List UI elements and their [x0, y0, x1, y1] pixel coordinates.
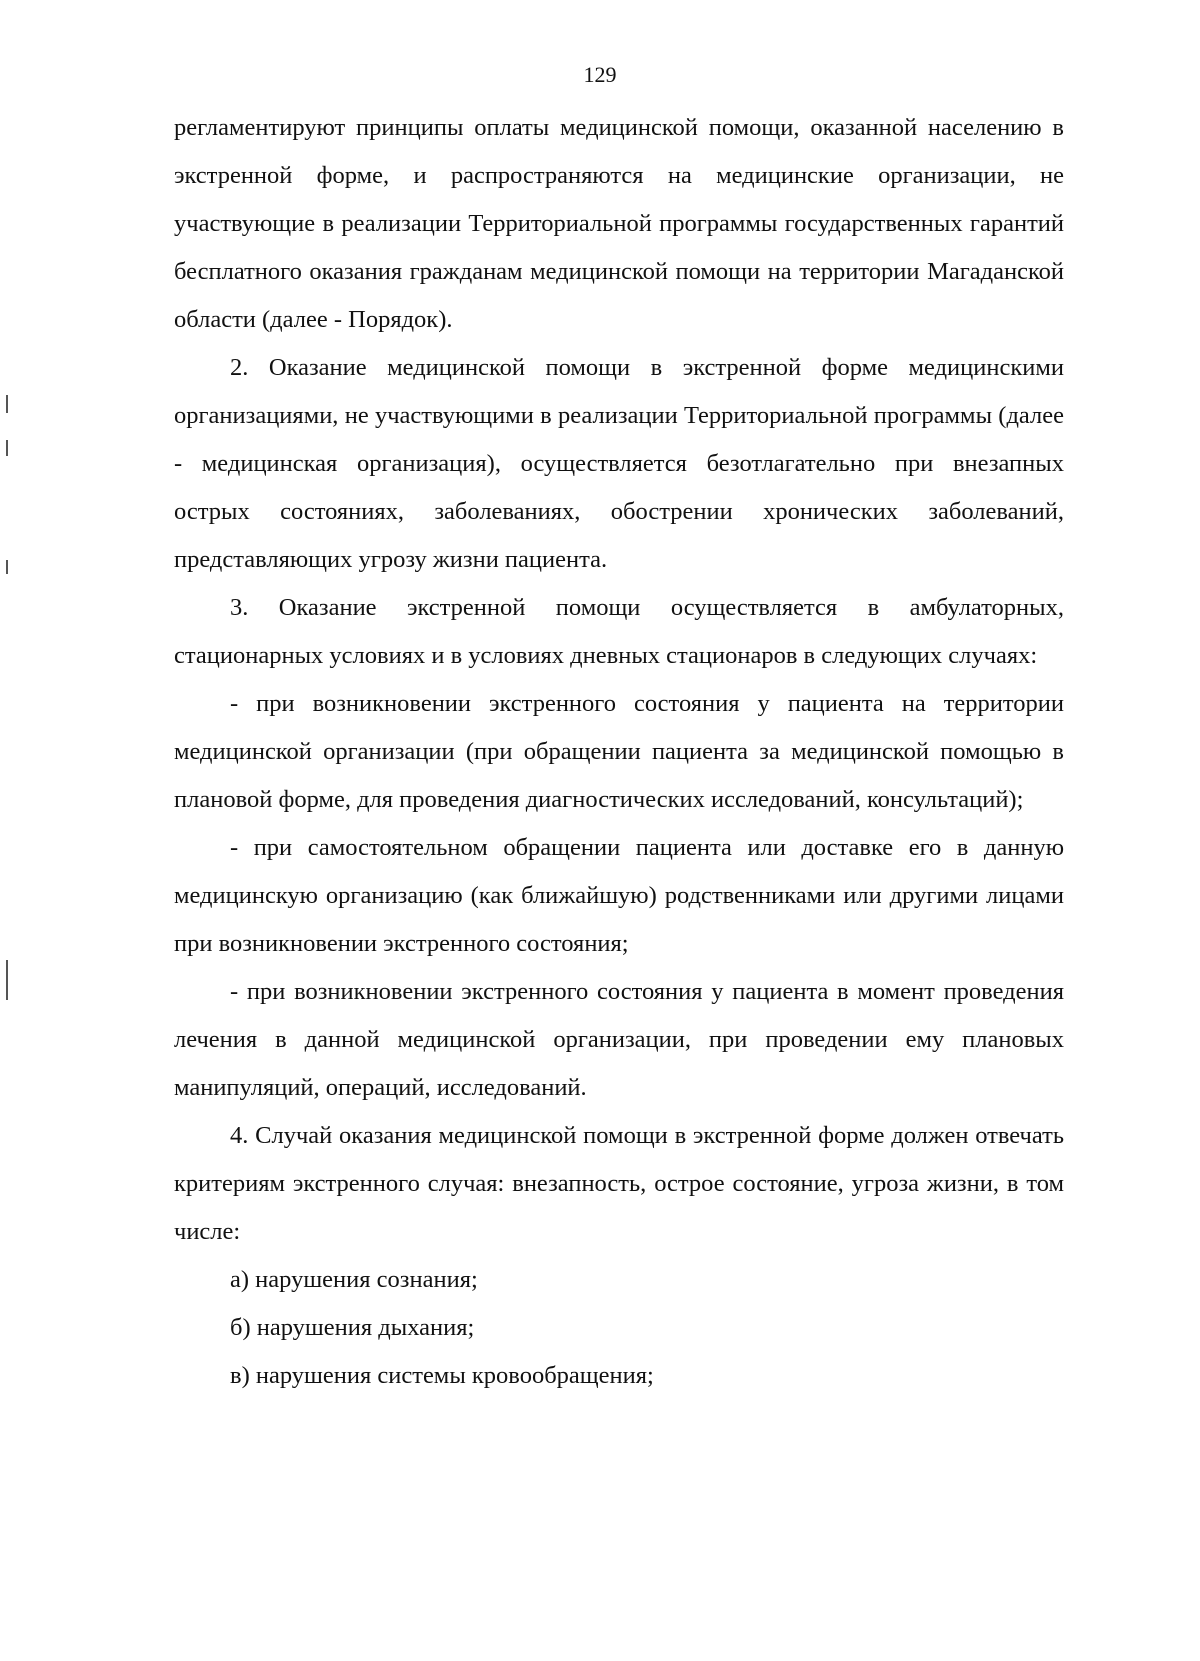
paragraph-item-3: 3. Оказание экстренной помощи осуществляется в амбулаторных, стационарных условиях и в условиях дневных стационаров в следующих случаях: [174, 594, 1064, 669]
scan-margin-mark [6, 440, 8, 456]
criteria-item-a: а) нарушения сознания; [230, 1266, 478, 1293]
scan-margin-mark [6, 560, 8, 574]
list-item-case-2: - при самостоятельном обращении пациента или доставке его в данную медицинскую организацию (как ближайшую) родственниками или другими лицами при возникновении экстренного состояния; [174, 834, 1064, 957]
criteria-item-b: б) нарушения дыхания; [230, 1314, 475, 1341]
paragraph-continuation: регламентируют принципы оплаты медицинской помощи, оказанной населению в экстренной форме, и распространяются на медицинские организации, не участвующие в реализации Территориальной программы государственных гарантий бесплатного оказания гражданам медицинской помощи на территории Магаданской области (далее - Порядок). [174, 114, 1064, 333]
scan-margin-mark [6, 960, 8, 1000]
document-body [174, 104, 1064, 1400]
page-number: 129 [583, 62, 617, 87]
list-item-case-3: - при возникновении экстренного состояния у пациента в момент проведения лечения в данной медицинской организации, при проведении ему плановых манипуляций, операций, исследований. [174, 978, 1064, 1101]
criteria-item-c: в) нарушения системы кровообращения; [230, 1362, 654, 1389]
paragraph-item-2: 2. Оказание медицинской помощи в экстренной форме медицинскими организациями, не участвующими в реализации Территориальной программы (далее - медицинская организация), осуществляется безотлагательно при внезапных острых состояниях, заболеваниях, обострении хронических заболеваний, представляющих угрозу жизни пациента. [174, 354, 1064, 573]
list-item-case-1: - при возникновении экстренного состояния у пациента на территории медицинской организации (при обращении пациента за медицинской помощью в плановой форме, для проведения диагностических исследований, консультаций); [174, 690, 1064, 813]
paragraph-item-4: 4. Случай оказания медицинской помощи в экстренной форме должен отвечать критериям экстренного случая: внезапность, острое состояние, угроза жизни, в том числе: [174, 1122, 1064, 1245]
scan-margin-mark [6, 395, 8, 413]
